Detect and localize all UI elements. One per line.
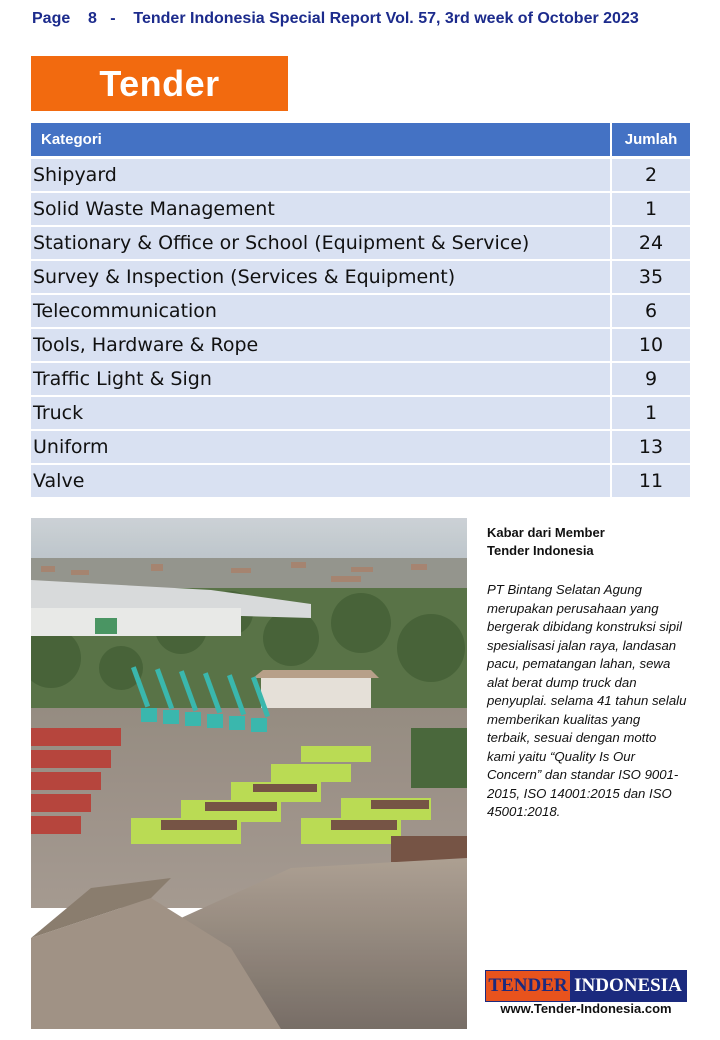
page-number: 8 [88, 10, 97, 27]
table-header-row [31, 123, 690, 158]
cell-jumlah: 35 [611, 260, 690, 294]
cell-kategori: Truck [31, 396, 611, 430]
member-news [487, 524, 687, 822]
table-row [31, 362, 690, 396]
table-row [31, 260, 690, 294]
tender-indonesia-logo [485, 970, 687, 1002]
cell-jumlah: 9 [611, 362, 690, 396]
cell-jumlah: 1 [611, 396, 690, 430]
photo-haze [31, 518, 467, 1029]
member-news-title-line2: Tender Indonesia [487, 543, 594, 558]
table-row [31, 158, 690, 193]
cell-jumlah: 6 [611, 294, 690, 328]
cell-jumlah: 13 [611, 430, 690, 464]
cell-kategori: Valve [31, 464, 611, 498]
column-header-kategori: Kategori [31, 123, 611, 158]
table-row [31, 328, 690, 362]
member-news-title-line1: Kabar dari Member [487, 525, 605, 540]
cell-kategori: Stationary & Office or School (Equipment & Service) [31, 226, 611, 260]
column-header-jumlah: Jumlah [611, 123, 690, 158]
category-table [31, 123, 690, 499]
cell-kategori: Solid Waste Management [31, 192, 611, 226]
report-title: Tender Indonesia Special Report Vol. 57, 3rd week of October 2023 [133, 10, 639, 27]
page-header [32, 10, 712, 28]
section-title-badge: Tender [31, 56, 288, 111]
cell-kategori: Survey & Inspection (Services & Equipment) [31, 260, 611, 294]
website-link[interactable]: www.Tender-Indonesia.com [500, 1001, 672, 1016]
page-label: Page [32, 10, 71, 27]
table-row [31, 226, 690, 260]
logo-part-indonesia: INDONESIA [570, 971, 686, 1001]
cell-jumlah: 10 [611, 328, 690, 362]
table-row [31, 464, 690, 498]
table-row [31, 294, 690, 328]
cell-kategori: Telecommunication [31, 294, 611, 328]
logo-part-tender: TENDER [486, 971, 570, 1001]
table-row [31, 396, 690, 430]
table-row [31, 192, 690, 226]
cell-jumlah: 1 [611, 192, 690, 226]
member-news-title [487, 524, 687, 560]
member-news-body: PT Bintang Selatan Agung merupakan perusahaan yang bergerak dibidang konstruksi sipil spesialisasi jalan raya, landasan pacu, pematangan lahan, sewa alat berat dump truck dan penyuplai. selama 41 tahun selalu memberikan kualitas yang terbaik, sesuai dengan motto kami yaitu “Quality Is Our Concern” dan standar ISO 9001-2015, ISO 14001:2015 dan ISO 45001:2018. [487, 582, 687, 819]
cell-kategori: Uniform [31, 430, 611, 464]
truck-yard-photo [31, 518, 467, 1029]
table-row [31, 430, 690, 464]
header-separator: - [110, 10, 116, 27]
cell-jumlah: 11 [611, 464, 690, 498]
cell-kategori: Tools, Hardware & Rope [31, 328, 611, 362]
cell-kategori: Shipyard [31, 158, 611, 193]
cell-jumlah: 24 [611, 226, 690, 260]
cell-kategori: Traffic Light & Sign [31, 362, 611, 396]
cell-jumlah: 2 [611, 158, 690, 193]
